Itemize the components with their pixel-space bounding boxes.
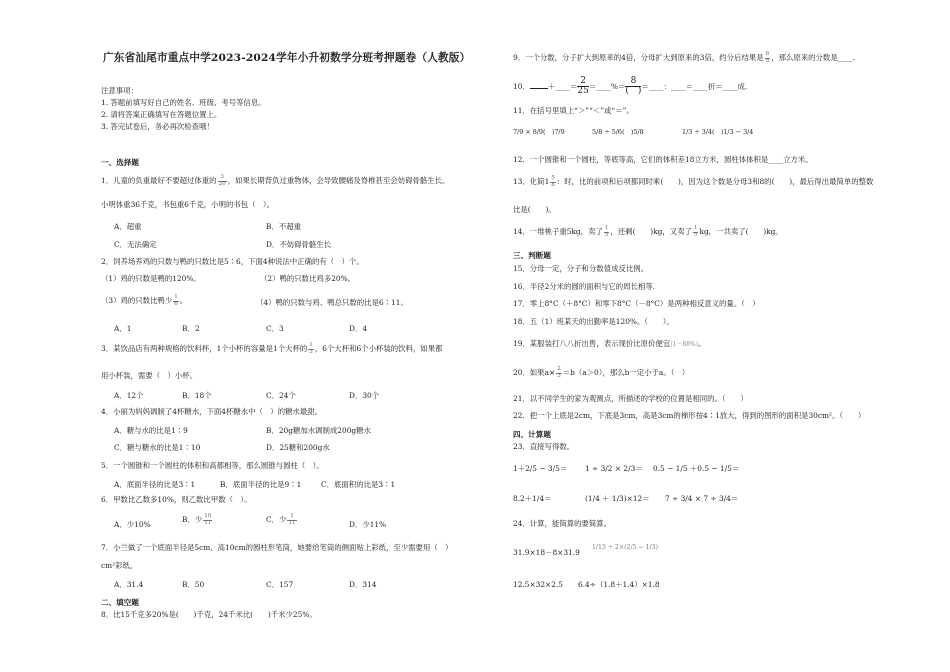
comparison-item: 1/3 ÷ 3/4( )1/3 − 3/4	[682, 128, 754, 136]
section-heading-calc: 四、计算题	[513, 430, 551, 439]
option-a: A．底面半径的比是3∶1	[114, 480, 196, 489]
option-b: B．50	[182, 580, 205, 589]
question-16: 16．半径2分米的圆的面积与它的周长相等.	[513, 282, 656, 291]
question-8: 8．比15千克多20%是( )千克，24千米比( )千米少25%。	[101, 610, 317, 619]
option-b: B．2	[182, 324, 200, 333]
calc-item: (1/4 ＋ 1/3)×12＝	[585, 494, 650, 503]
question-13: 13．化简1 $\frac{5}{8}$ ：时，比的前项和后项都同时乘( )，因为这个数是分母3和8的( )，最后得出最简单的整数	[513, 175, 874, 188]
option-c: C．24个	[266, 391, 296, 400]
question-1	[101, 175, 449, 187]
notes-heading: 注意事项：	[101, 86, 138, 95]
question-11: 11．在括号里填上“＞”“＜”或“＝”。	[513, 106, 634, 115]
option-d: D．30个	[349, 391, 380, 400]
question-10: 10． ＋____＝ $\frac{2}{25}=\_\_\_\_\%=$ 8 ( )＝____：____＝____折＝____成.	[513, 76, 748, 97]
question-12: 12．一个圆锥和一个圆柱，等底等高，它们的体积差18立方米，圆柱体体积是____立方米。	[513, 155, 813, 164]
option-c: C．3	[266, 324, 284, 333]
question-3-line2: 用小杯装，需要（ ）小杯。	[101, 371, 198, 380]
statement: （2）鸭的只数比鸡多20%。	[260, 274, 356, 283]
answer-blank[interactable]	[530, 81, 548, 89]
calc-item: 7 ÷ 3/4 × 7 ÷ 3/4＝	[665, 494, 739, 503]
option-b: B．不超重	[266, 222, 301, 231]
question-6: 6．甲数比乙数多10%，则乙数比甲数（ ）。	[101, 495, 252, 504]
option-a: A．12个	[114, 391, 144, 400]
calc-item: 1 ÷ 3/2 × 2/3＝	[585, 464, 643, 473]
section-heading-judge: 三、判断题	[513, 251, 551, 260]
section-heading-choice: 一、选择题	[101, 158, 139, 167]
note-item: 1. 答题前填写好自己的姓名、班级、考号等信息。	[101, 98, 266, 107]
calc-item: 1＋2/5 − 3/5＝	[513, 464, 568, 473]
question-19: 19．某服装打八八折出售，表示现价比原价便宜(1－88%)。	[513, 339, 706, 348]
fraction: $\frac{3}{20}$	[218, 174, 226, 187]
option-c: C．少 $\frac{1}{11}$	[266, 513, 296, 526]
question-21: 21．以不同学生的家为观测点，所描述的学校的位置是相同的。（ ）	[513, 394, 748, 403]
question-1-line2: 小明体重36千克，书包重6千克，小明的书包（ ）。	[101, 200, 275, 209]
fraction: $\frac{1}{5}$	[604, 225, 609, 238]
question-7: 7．小兰做了一个底面半径是5cm、高10cm的圆柱形笔筒，她要给笔筒的侧面贴上彩纸，至少需要用（ ）	[101, 543, 453, 552]
fraction: $\frac{8}{5}$	[765, 51, 770, 64]
fraction: $\frac{2}{3}$	[557, 366, 561, 379]
option-d: D．25糖和200g水	[266, 443, 330, 452]
option-d: D．314	[349, 580, 377, 589]
question-text: 1．儿童的负重最好不要超过体重的	[101, 176, 217, 186]
statement: （4）鸭的只数与鸡、鸭总只数的比是6∶11。	[256, 298, 408, 307]
option-c: C．无法确定	[114, 240, 157, 249]
comparison-item: 5/8 ÷ 5/6( )5/8	[592, 128, 644, 136]
option-c: C．底面积的比是3∶1	[321, 480, 396, 489]
comparison-item: 7/9 × 8/9( )7/9	[513, 128, 565, 136]
fraction: $\frac{1}{6}$	[174, 294, 178, 307]
calc-item: 6.4÷（1.8＋1.4）×1.8	[578, 580, 660, 589]
section-heading-fill: 二、填空题	[101, 598, 139, 607]
calc-item: 0.5 − 1/5 ＋0.5 − 1/5＝	[653, 464, 740, 473]
question-17: 17．零上8°C（＋8°C）和零下8°C（－8°C）是两种相反意义的量。（ ）	[513, 299, 760, 308]
fraction: $\frac{5}{8}$	[551, 175, 555, 188]
option-a: A．糖与水的比是1∶9	[114, 426, 188, 435]
fraction: 8 ( )	[625, 76, 642, 97]
option-c: C．157	[266, 580, 294, 589]
fraction: $\frac{2}{25}$	[577, 76, 589, 97]
option-d: D．少11%	[349, 520, 387, 529]
question-5: 5．一个圆锥和一个圆柱的体积和高都相等，那么圆锥与圆柱（ ）。	[101, 461, 324, 470]
question-2: 2．饲养场养鸡的只数与鸭的只数比是5∶6，下面4种说法中正确的有（ ）个。	[101, 257, 364, 266]
question-15: 15．分母一定，分子和分数值成反比例。	[513, 264, 649, 273]
option-a: A．超重	[114, 222, 142, 231]
question-7-line2: cm²彩纸。	[101, 561, 138, 570]
fraction: $\frac{1}{5}$	[693, 225, 698, 238]
question-24: 24．计算，能简算的要简算。	[513, 519, 612, 528]
statement: （1）鸡的只数是鸭的120%。	[101, 274, 201, 283]
note-item: 3. 答完试卷后，务必再次检查哦！	[101, 122, 214, 131]
calc-item: 12.5×32×2.5	[513, 580, 563, 589]
option-d: D．不妨碍骨骼生长	[266, 240, 332, 249]
question-text: ，如果长期背负过重物体，会导致腰痛及脊椎甚至会妨碍骨骼生长。	[227, 176, 450, 186]
fraction: $\frac{1}{11}$	[288, 513, 296, 526]
calc-item: 31.9×18－8×31.9	[513, 548, 580, 557]
fraction: $\frac{1}{3}$	[309, 342, 313, 355]
question-20: 20．如果a× $\frac{2}{3}$ ＝b（a＞0），那么b一定小于a。（ ）	[513, 366, 690, 379]
option-a: A．1	[114, 324, 132, 333]
question-13-line2: 比是( )。	[513, 205, 556, 214]
page-title: 广东省汕尾市重点中学2023-2024学年小升初数学分班考押题卷（人教版）	[103, 52, 471, 64]
question-14: 14．一堆桃子重5kg，卖了 $\frac{1}{5}$ ，还剩( )kg，又卖了 $\frac{1}{5}$ kg，一共卖了( )kg。	[513, 225, 783, 238]
question-4: 4．小丽为妈妈调制了4杯糖水，下面4杯糖水中（ ）的糖水最甜。	[101, 407, 323, 416]
question-18: 18．五（1）班某天的出勤率是120%。（ ）。	[513, 317, 674, 326]
statement: （3）鸡的只数比鸭少 $\frac{1}{6}$ 。	[101, 294, 188, 307]
question-23: 23．直接写得数。	[513, 442, 575, 451]
question-22: 22．把一个上底是2cm，下底是3cm，高是3cm的梯形按4∶1放大，得到的图形的面积是30cm²。（ ）	[513, 411, 866, 420]
calc-item: 8.2＋1/4＝	[513, 494, 552, 503]
calc-item: 1/15 ÷ 2×(2/5 − 1/3)	[592, 544, 658, 551]
option-d: D．4	[349, 324, 368, 333]
option-a: A．31.4	[114, 580, 144, 589]
question-9: 9．一个分数，分子扩大到原来的4倍，分母扩大到原来的3倍，约分后结果是 $\frac{8}{5}$ ，那么原来的分数是____.	[513, 51, 855, 64]
option-b: B．20g糖加水调制成200g糖水	[266, 426, 371, 435]
option-a: A．少10%	[114, 520, 151, 529]
question-3: 3．某饮品店有两种规格的饮料杯，1个小杯的容量是1个大杯的 $\frac{1}{3}$ ，6个大杯和6个小杯装的饮料，如果都	[101, 342, 443, 355]
option-b: B．少 $\frac{10}{11}$	[182, 513, 212, 526]
option-c: C．糖与糖水的比是1∶10	[114, 443, 201, 452]
option-b: B．底面半径的比是9∶1	[220, 480, 302, 489]
note-item: 2. 请将答案正确填写在答题位置上。	[101, 110, 222, 119]
option-b: B．18个	[182, 391, 212, 400]
fraction: $\frac{10}{11}$	[204, 513, 212, 526]
